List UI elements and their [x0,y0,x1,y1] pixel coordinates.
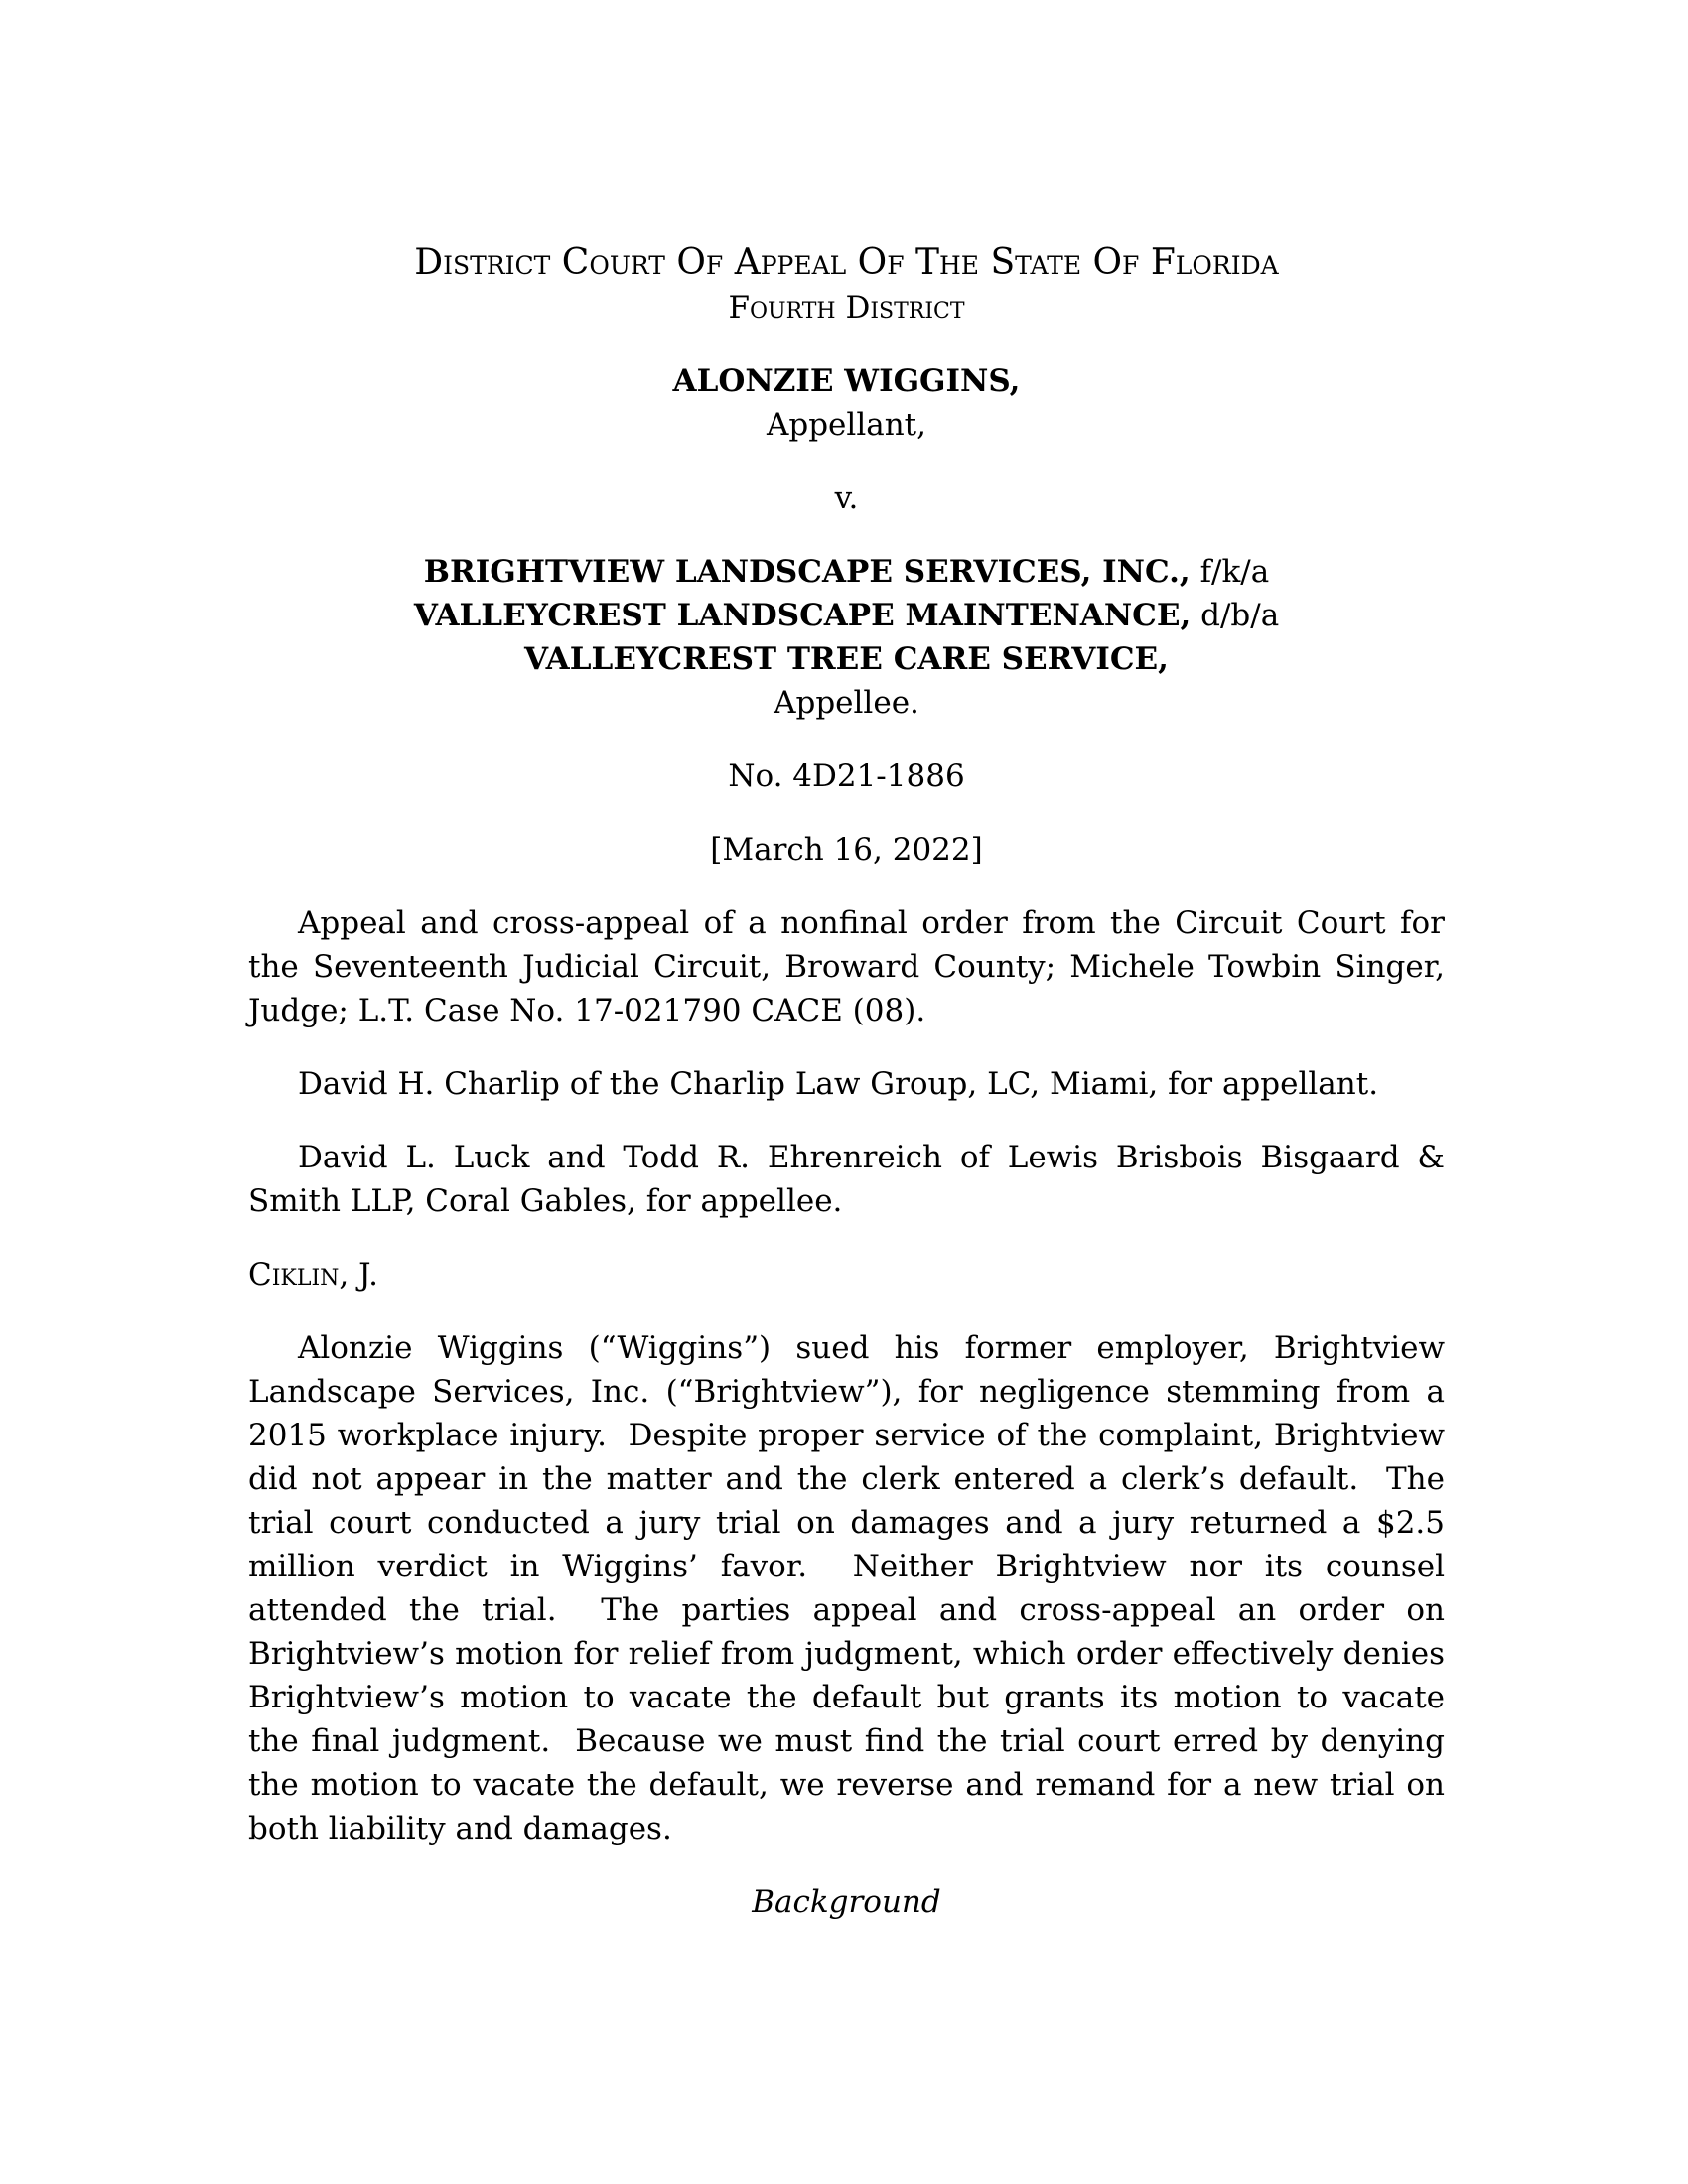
appellant-counsel-paragraph: David H. Charlip of the Charlip Law Group, LC, Miami, for appellant. [298,1066,1379,1102]
section-heading-background: Background [752,1884,941,1920]
appeal-origin-paragraph: Appeal and cross-appeal of a nonfinal order from the Circuit Court for the Seventeenth Judicial Circuit, Broward County; Michele Towbin Singer, Judge; L.T. Case No. 17-021790 CACE (08). [248,905,1455,1028]
appellee-counsel-paragraph: David L. Luck and Todd R. Ehrenreich of Lewis Brisbois Bisgaard & Smith LLP, Coral Gables, for appellee. [248,1140,1455,1219]
appellee-name-line2 [248,594,1445,637]
appellee-name-line1 [248,550,1445,594]
appellee-name-line2-bold: VALLEYCREST LANDSCAPE MAINTENANCE, [413,598,1192,633]
district-name: Fourth District [728,290,965,326]
preamble [248,901,1455,1223]
court-name: District Court Of Appeal Of The State Of Florida [414,242,1279,283]
appellant-role: Appellant, [766,407,926,443]
opinion-paragraph-1: Alonzie Wiggins (“Wiggins”) sued his former employer, Brightview Landscape Services, Inc. (“Brightview”), for negligence stemming from a 2015 workplace injury. Despite proper service of the complaint, Brightview did not appear in the matter and the clerk entered a clerk’s default. The trial court conducted a jury trial on damages and a jury returned a $2.5 million verdict in Wiggins’ favor. Neither Brightview nor its counsel attended the trial. The parties appeal and cross-appeal an order on Brightview’s motion for relief from judgment, which order effectively denies Brightview’s motion to vacate the default but grants its motion to vacate the final judgment. Because we must find the trial court erred by denying the motion to vacate the default, we reverse and remand for a new trial on both liability and damages. [248,1330,1455,1846]
opinion-body [248,1253,1455,1924]
case-number: No. 4D21-1886 [728,758,965,794]
versus-marker: v. [834,480,859,516]
authoring-judge-line [248,1253,1445,1297]
appellee-role: Appellee. [774,685,919,721]
appellee-name-line2-regular: d/b/a [1200,598,1280,633]
appellee-name-line1-bold: BRIGHTVIEW LANDSCAPE SERVICES, INC., [423,554,1191,590]
judge-suffix: , J. [339,1257,378,1293]
document-header [248,240,1445,330]
judge-name: Ciklin [248,1257,340,1293]
appellant-name: ALONZIE WIGGINS, [672,363,1021,399]
appellee-name-line1-regular: f/k/a [1199,554,1270,590]
case-caption [248,359,1445,872]
appellee-name-line3: VALLEYCREST TREE CARE SERVICE, [524,641,1169,677]
appellee-name-block [248,550,1445,725]
decision-date: [March 16, 2022] [710,832,983,868]
